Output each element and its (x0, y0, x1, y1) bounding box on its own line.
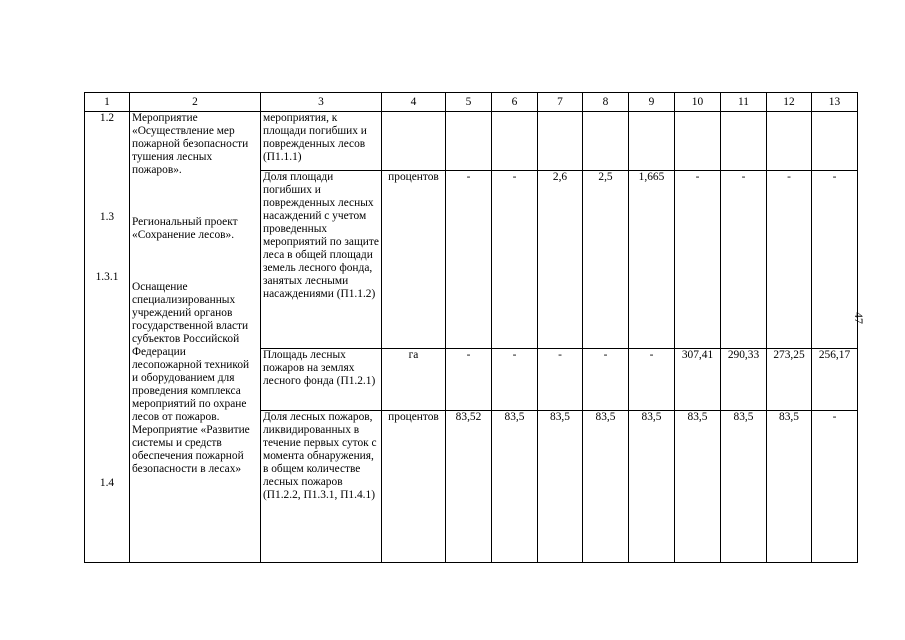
value-cell: - (721, 171, 767, 349)
value-cell (583, 112, 629, 171)
value-cell: - (492, 171, 538, 349)
value-cell: 83,5 (583, 411, 629, 563)
value-cell (492, 112, 538, 171)
indicator-cell: Площадь лесных пожаров на землях лесного фонда (П1.2.1) (261, 349, 382, 411)
value-cell: 83,52 (446, 411, 492, 563)
header-cell: 13 (812, 93, 858, 112)
header-cell: 9 (629, 93, 675, 112)
header-cell: 12 (767, 93, 812, 112)
row-number-cell (85, 112, 130, 563)
indicator-cell: Доля лесных пожаров, ликвидированных в течение первых суток с момента обнаружения, в общем количестве лесных пожаров (П1.2.2, П1.3.1, П1.4.1) (261, 411, 382, 563)
value-cell: 83,5 (767, 411, 812, 563)
value-cell: 83,5 (675, 411, 721, 563)
value-cell: - (675, 171, 721, 349)
header-cell: 1 (85, 93, 130, 112)
unit-cell: га (382, 349, 446, 411)
value-cell: - (812, 411, 858, 563)
measure-name-cell (130, 112, 261, 563)
row-number: 1.3 (99, 211, 115, 223)
value-cell (721, 112, 767, 171)
unit-cell: процентов (382, 411, 446, 563)
value-cell: 290,33 (721, 349, 767, 411)
value-cell: 256,17 (812, 349, 858, 411)
value-cell: 83,5 (492, 411, 538, 563)
header-row (85, 93, 858, 112)
indicator-cell: Доля площади погибших и поврежденных лесных насаждений с учетом проведенных мероприятий по защите леса в общей площади земель лесного фонда, занятых лесными насаждениями (П1.1.2) (261, 171, 382, 349)
row-number: 1.2 (99, 112, 115, 124)
value-cell (812, 112, 858, 171)
value-cell (538, 112, 583, 171)
header-cell: 5 (446, 93, 492, 112)
value-cell: - (446, 171, 492, 349)
header-cell: 10 (675, 93, 721, 112)
value-cell: - (446, 349, 492, 411)
indicator-cell: мероприятия, к площади погибших и поврежденных лесов (П1.1.1) (261, 112, 382, 171)
value-cell: - (767, 171, 812, 349)
value-cell (767, 112, 812, 171)
value-cell: 307,41 (675, 349, 721, 411)
value-cell: 273,25 (767, 349, 812, 411)
value-cell: 83,5 (721, 411, 767, 563)
measure-text: Мероприятие «Осуществление мер пожарной безопасности тушения лесных пожаров». Региональный проект «Сохранение лесов». Оснащение специализированных учреждений органов государственной власти субъектов Российской Федерации лесопожарной техникой и оборудованием для проведения комплекса мероприятий по охране лесов от пожаров. Мероприятие «Развитие системы и средств обеспечения пожарной безопасности в лесах» (132, 112, 250, 475)
value-cell: - (583, 349, 629, 411)
value-cell: - (538, 349, 583, 411)
value-cell (446, 112, 492, 171)
value-cell: 83,5 (629, 411, 675, 563)
table-row (85, 112, 858, 171)
value-cell: - (629, 349, 675, 411)
header-cell: 8 (583, 93, 629, 112)
page-number: 47 (852, 312, 866, 324)
row-number: 1.4 (99, 477, 115, 489)
value-cell: 2,5 (583, 171, 629, 349)
header-cell: 11 (721, 93, 767, 112)
header-cell: 2 (130, 93, 261, 112)
value-cell: 1,665 (629, 171, 675, 349)
indicators-table (84, 92, 858, 563)
header-cell: 4 (382, 93, 446, 112)
value-cell: 83,5 (538, 411, 583, 563)
value-cell (675, 112, 721, 171)
header-cell: 6 (492, 93, 538, 112)
value-cell (629, 112, 675, 171)
unit-cell (382, 112, 446, 171)
value-cell: 2,6 (538, 171, 583, 349)
header-cell: 3 (261, 93, 382, 112)
value-cell: - (812, 171, 858, 349)
unit-cell: процентов (382, 171, 446, 349)
row-number: 1.3.1 (95, 271, 119, 283)
value-cell: - (492, 349, 538, 411)
header-cell: 7 (538, 93, 583, 112)
